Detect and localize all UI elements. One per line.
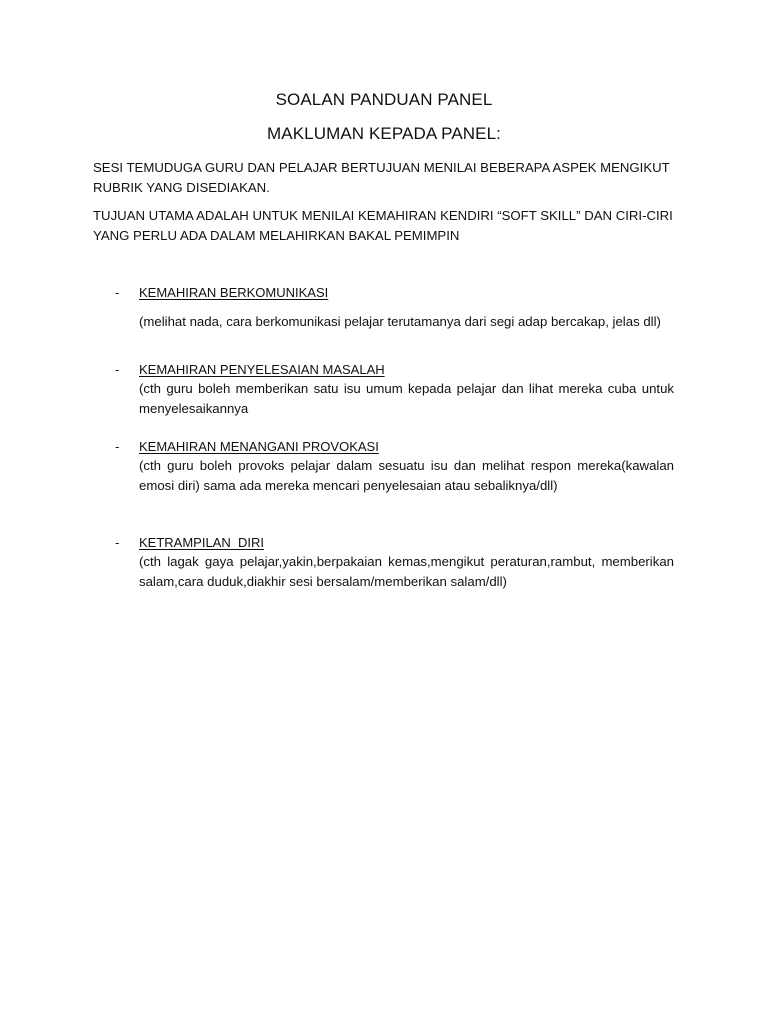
bullet-dash: - <box>115 362 120 377</box>
bullet-dash: - <box>115 439 120 454</box>
item-description: (cth guru boleh provoks pelajar dalam sesuatu isu dan melihat respon mereka(kawalan emosi diri) sama ada mereka mencari penyelesaian atau sebaliknya/dll) <box>139 458 674 493</box>
item-heading: KETRAMPILAN DIRI <box>139 535 264 550</box>
item-description: (melihat nada, cara berkomunikasi pelajar terutamanya dari segi adap bercakap, jelas dll) <box>139 314 661 329</box>
intro-paragraph-2: TUJUAN UTAMA ADALAH UNTUK MENILAI KEMAHIRAN KENDIRI “SOFT SKILL” DAN CIRI-CIRI YANG PERLU ADA DALAM MELAHIRKAN BAKAL PEMIMPIN <box>93 208 673 243</box>
document-subtitle: MAKLUMAN KEPADA PANEL: <box>267 124 501 143</box>
document-title: SOALAN PANDUAN PANEL <box>275 90 493 109</box>
item-description: (cth lagak gaya pelajar,yakin,berpakaian kemas,mengikut peraturan,rambut, memberikan salam,cara duduk,diakhir sesi bersalam/memberikan salam/dll) <box>139 554 674 589</box>
intro-paragraph-1: SESI TEMUDUGA GURU DAN PELAJAR BERTUJUAN MENILAI BEBERAPA ASPEK MENGIKUT RUBRIK YANG DISEDIAKAN. <box>93 160 670 195</box>
bullet-dash: - <box>115 285 120 300</box>
item-description: (cth guru boleh memberikan satu isu umum kepada pelajar dan lihat mereka cuba untuk menyelesaikannya <box>139 381 674 416</box>
item-heading: KEMAHIRAN BERKOMUNIKASI <box>139 285 329 300</box>
item-heading: KEMAHIRAN MENANGANI PROVOKASI <box>139 439 379 454</box>
bullet-dash: - <box>115 535 120 550</box>
item-heading: KEMAHIRAN PENYELESAIAN MASALAH <box>139 362 385 377</box>
